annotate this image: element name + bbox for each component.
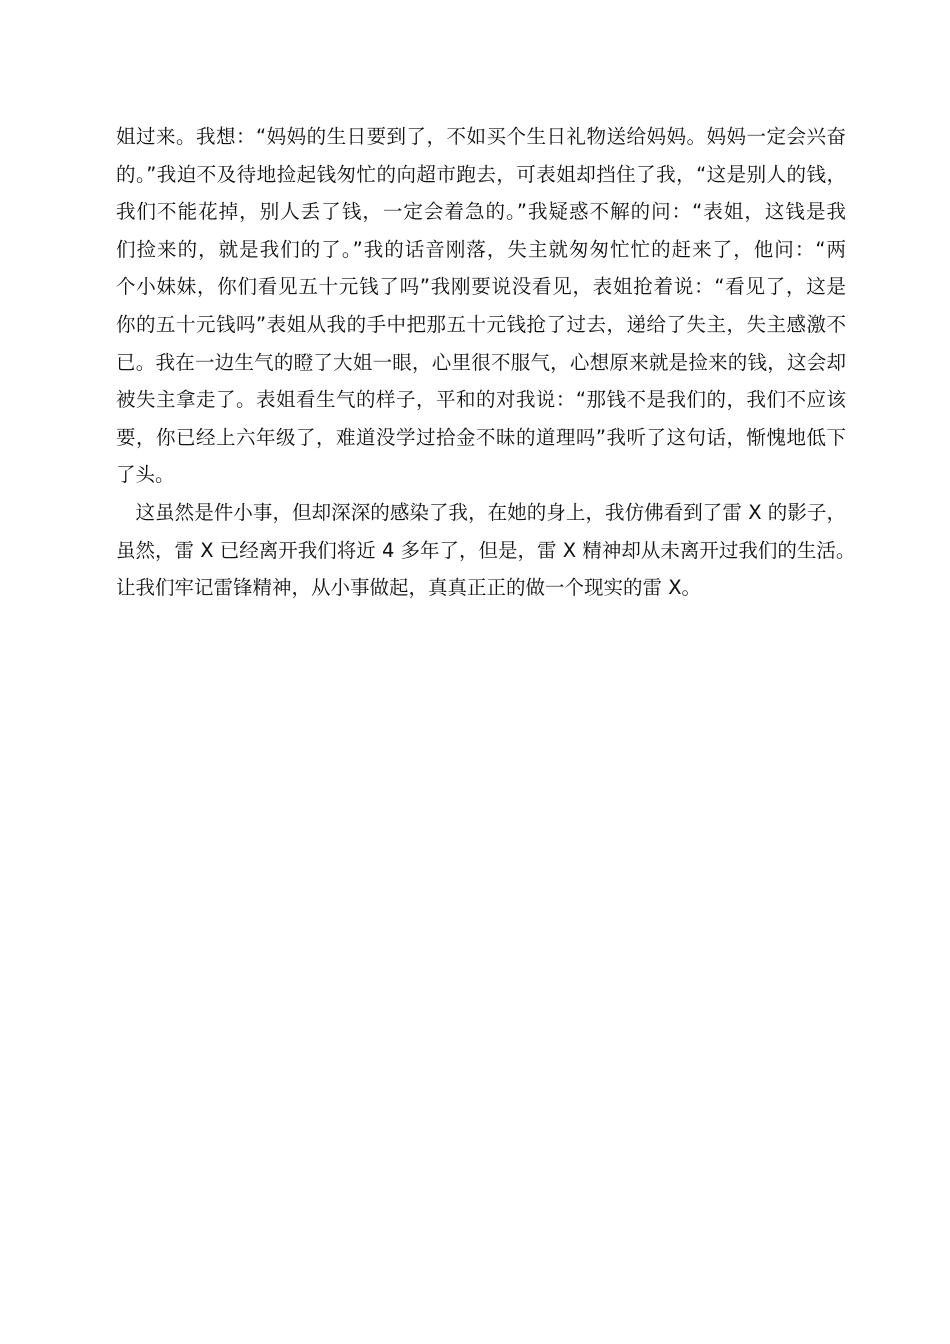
paragraph-2 [116,494,856,607]
text-line: 了头。 [116,463,175,487]
text-line-content: 这虽然是件小事，但却深深的感染了我，在她的身上，我仿佛看到了雷 X 的影子， [135,500,846,524]
text-line: 姐过来。我想：“妈妈的生日要到了，不如买个生日礼物送给妈妈。妈妈一定会兴奋 [116,125,846,148]
text-line: 被失主拿走了。表姐看生气的样子，平和的对我说：“那钱不是我们的，我们不应该 [116,388,846,412]
text-line: 个小妹妹，你们看见五十元钱了吗”我刚要说没看见，表姐抢着说：“看见了，这是 [116,275,846,299]
text-line: 已。我在一边生气的瞪了大姐一眼，心里很不服气，心想原来就是捡来的钱，这会却 [116,350,846,374]
text-line: 让我们牢记雷锋精神，从小事做起，真真正正的做一个现实的雷 X。 [116,576,702,600]
text-line: 们捡来的，就是我们的了。”我的话音刚落，失主就匆匆忙忙的赶来了，他问：“两 [116,237,846,261]
text-line: 你的五十元钱吗”表姐从我的手中把那五十元钱抢了过去，递给了失主，失主感激不 [116,312,846,336]
document-body [116,118,856,607]
text-line [116,494,846,532]
text-line: 虽然，雷 X 已经离开我们将近 4 多年了，但是，雷 X 精神却从未离开过我们的生活。 [116,538,856,562]
paragraph-1 [116,118,846,494]
text-line: 要，你已经上六年级了，难道没学过拾金不昧的道理吗”我听了这句话，惭愧地低下 [116,425,846,449]
text-line: 的。”我迫不及待地捡起钱匆忙的向超市跑去，可表姐却挡住了我，“这是别人的钱， [116,162,846,186]
text-line: 我们不能花掉，别人丢了钱，一定会着急的。”我疑惑不解的问：“表姐，这钱是我 [116,200,846,224]
